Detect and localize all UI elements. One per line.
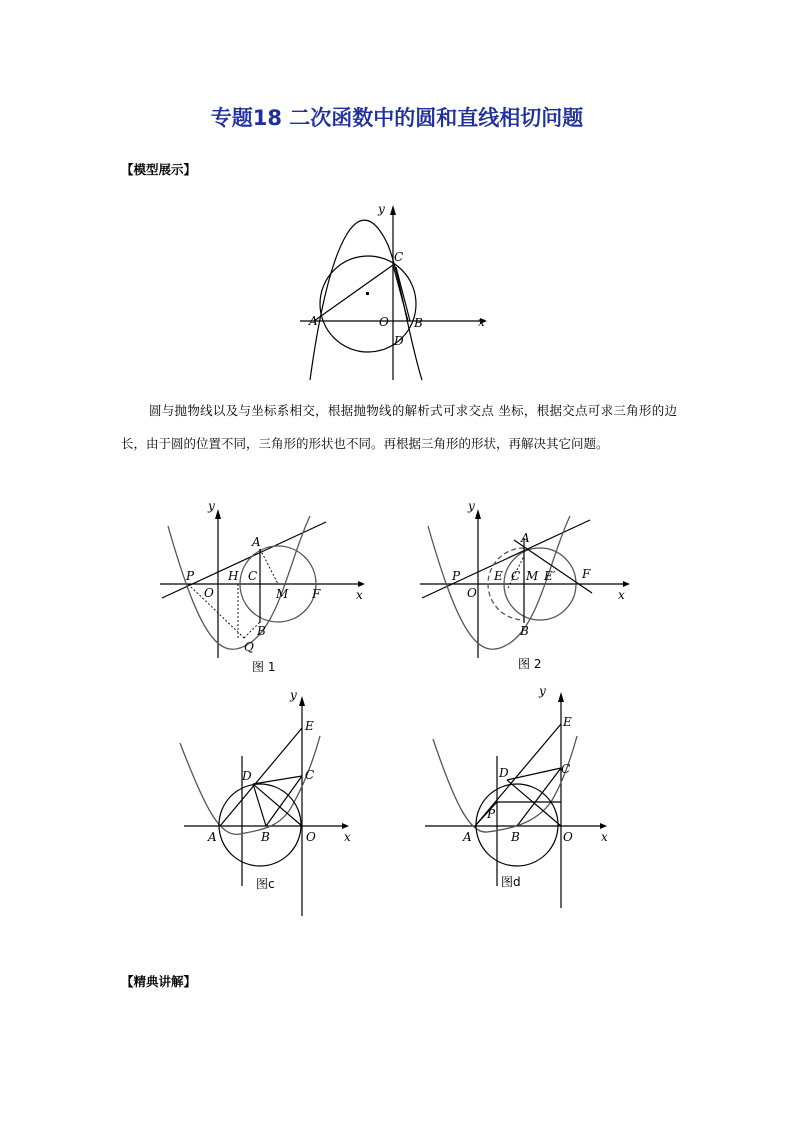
point-label-E: E [494, 569, 503, 583]
figure-caption: 图c [256, 877, 275, 891]
point-label-E: E [305, 719, 314, 733]
point-label-O: O [306, 830, 316, 844]
point-label-H: H [228, 569, 239, 583]
point-label-C: C [305, 768, 315, 782]
point-label-B: B [414, 316, 423, 330]
point-label-D: D [394, 334, 404, 348]
description-paragraph: 圆与抛物线以及与坐标系相交，根据抛物线的解析式可求交点 坐标，根据交点可求三角形的边长，由于圆的位置不同，三角形的形状也不同。再根据三角形的形状，再解决其它问题。 [121, 403, 677, 451]
point-label-B: B [257, 624, 266, 638]
axis-y-label: y [539, 684, 546, 698]
point-label-E: E [563, 715, 572, 729]
point-label-M: M [276, 587, 289, 601]
axis-x-label: x [478, 315, 485, 329]
point-label-F: F [312, 587, 321, 601]
axis-y-label: y [290, 688, 297, 702]
figure-caption: 图 2 [518, 657, 542, 671]
point-label-F: F [582, 567, 591, 581]
point-label-A: A [309, 314, 318, 328]
point-label-C: C [394, 250, 404, 264]
section-heading-lecture: 【精典讲解】 [121, 974, 197, 989]
figure-1 [160, 498, 370, 678]
point-label-M: M [526, 569, 539, 583]
point-label-A: A [252, 535, 261, 549]
axis-x-label: x [356, 588, 363, 602]
figure-d [425, 684, 615, 916]
figure-caption: 图d [501, 875, 521, 889]
section-heading-model: 【模型展示】 [121, 162, 197, 177]
figure-c [180, 688, 365, 920]
point-label-D: D [499, 766, 509, 780]
axis-y-label: y [378, 202, 385, 216]
figure-caption: 图 1 [252, 660, 276, 674]
page-title: 专题18 二次函数中的圆和直线相切问题 [210, 106, 584, 130]
point-label-B: B [511, 830, 520, 844]
axis-x-label: x [618, 588, 625, 602]
axis-y-label: y [208, 499, 215, 513]
point-label-E-prime: E′ [544, 569, 556, 583]
point-label-P: P [452, 569, 461, 583]
point-label-D: D [242, 769, 252, 783]
axis-x-label: x [601, 830, 608, 844]
point-label-O: O [563, 830, 573, 844]
point-label-C: C [511, 569, 521, 583]
point-label-O: O [379, 315, 389, 329]
axis-x-label: x [344, 830, 351, 844]
point-label-A: A [463, 830, 472, 844]
point-label-P: P [487, 807, 496, 821]
point-label-B: B [261, 830, 270, 844]
point-label-C: C [248, 569, 258, 583]
point-label-C: C [561, 762, 571, 776]
figure-model [300, 195, 500, 380]
point-label-Q: Q [244, 640, 254, 654]
point-label-A: A [208, 830, 217, 844]
axis-y-label: y [468, 499, 475, 513]
point-label-P: P [186, 569, 195, 583]
point-label-A: A [521, 531, 530, 545]
point-label-O: O [204, 586, 214, 600]
point-label-O: O [467, 586, 477, 600]
figure-2 [420, 498, 630, 678]
point-label-B: B [520, 624, 529, 638]
